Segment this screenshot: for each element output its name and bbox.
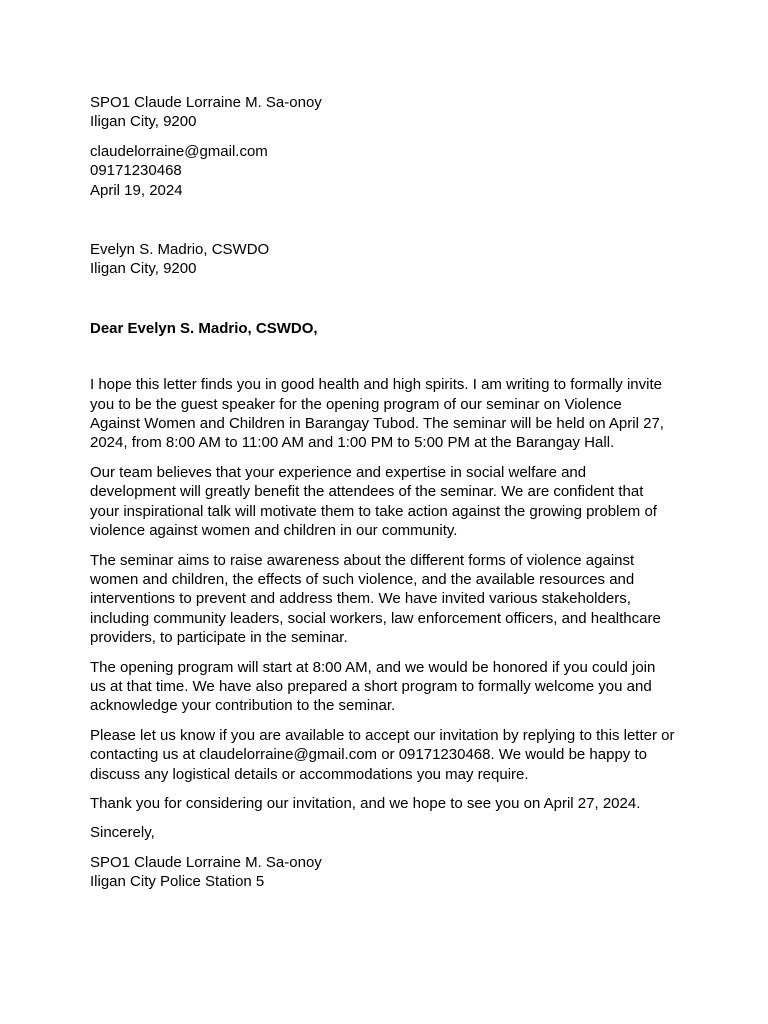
recipient-name: Evelyn S. Madrio, CSWDO: [90, 241, 270, 259]
body-paragraph-3: [90, 551, 690, 648]
paragraph-line: The seminar aims to raise awareness about the different forms of violence against: [90, 551, 635, 569]
paragraph-line: your inspirational talk will motivate them to take action against the growing problem of: [90, 502, 657, 520]
paragraph-line: interventions to prevent and address them. We have invited various stakeholders,: [90, 590, 631, 608]
paragraph-line: women and children, the effects of such violence, and the available resources and: [90, 570, 635, 588]
salutation: Dear Evelyn S. Madrio, CSWDO,: [90, 319, 318, 337]
paragraph-line: contacting us at claudelorraine@gmail.com or 09171230468. We would be happy to: [90, 746, 647, 764]
contact-block: [90, 142, 690, 200]
paragraph-line: acknowledge your contribution to the seminar.: [90, 697, 396, 715]
recipient-city: Iligan City, 9200: [90, 260, 197, 278]
paragraph-line: development will greatly benefit the attendees of the seminar. We are confident that: [90, 483, 644, 501]
paragraph-line: you to be the guest speaker for the opening program of our seminar on Violence: [90, 395, 622, 413]
sender-phone: 09171230468: [90, 162, 182, 180]
body-paragraph-4: [90, 658, 690, 716]
paragraph-line: Our team believes that your experience and expertise in social welfare and: [90, 463, 587, 481]
letter-content: [90, 93, 690, 892]
paragraph-line: including community leaders, social workers, law enforcement officers, and healthcare: [90, 609, 661, 627]
paragraph-line: providers, to participate in the seminar.: [90, 629, 348, 647]
body-paragraph-2: [90, 463, 690, 541]
recipient-block: [90, 240, 690, 279]
body-paragraph-1: [90, 375, 690, 453]
paragraph-line: Thank you for considering our invitation, and we hope to see you on April 27, 2024.: [90, 794, 641, 812]
letter-date: April 19, 2024: [90, 181, 183, 199]
paragraph-line: us at that time. We have also prepared a short program to formally welcome you and: [90, 677, 652, 695]
signature-station: Iligan City Police Station 5: [90, 873, 265, 891]
sender-block: [90, 93, 690, 132]
closing: Sincerely,: [90, 824, 155, 842]
sender-email: claudelorraine@gmail.com: [90, 142, 268, 160]
paragraph-line: violence against women and children in our community.: [90, 522, 458, 540]
signature-name: SPO1 Claude Lorraine M. Sa-onoy: [90, 853, 322, 871]
sender-name: SPO1 Claude Lorraine M. Sa-onoy: [90, 94, 322, 111]
paragraph-line: The opening program will start at 8:00 AM, and we would be honored if you could join: [90, 658, 656, 676]
paragraph-line: Against Women and Children in Barangay Tubod. The seminar will be held on April 27,: [90, 415, 664, 433]
paragraph-line: Please let us know if you are available to accept our invitation by replying to this letter or: [90, 726, 675, 744]
body-paragraph-5: [90, 726, 690, 784]
paragraph-line: 2024, from 8:00 AM to 11:00 AM and 1:00 PM to 5:00 PM at the Barangay Hall.: [90, 434, 615, 452]
paragraph-line: I hope this letter finds you in good health and high spirits. I am writing to formally invite: [90, 376, 662, 394]
paragraph-line: discuss any logistical details or accommodations you may require.: [90, 765, 529, 783]
signature-block: [90, 853, 690, 892]
sender-city: Iligan City, 9200: [90, 113, 197, 131]
body-paragraph-6: [90, 794, 690, 813]
